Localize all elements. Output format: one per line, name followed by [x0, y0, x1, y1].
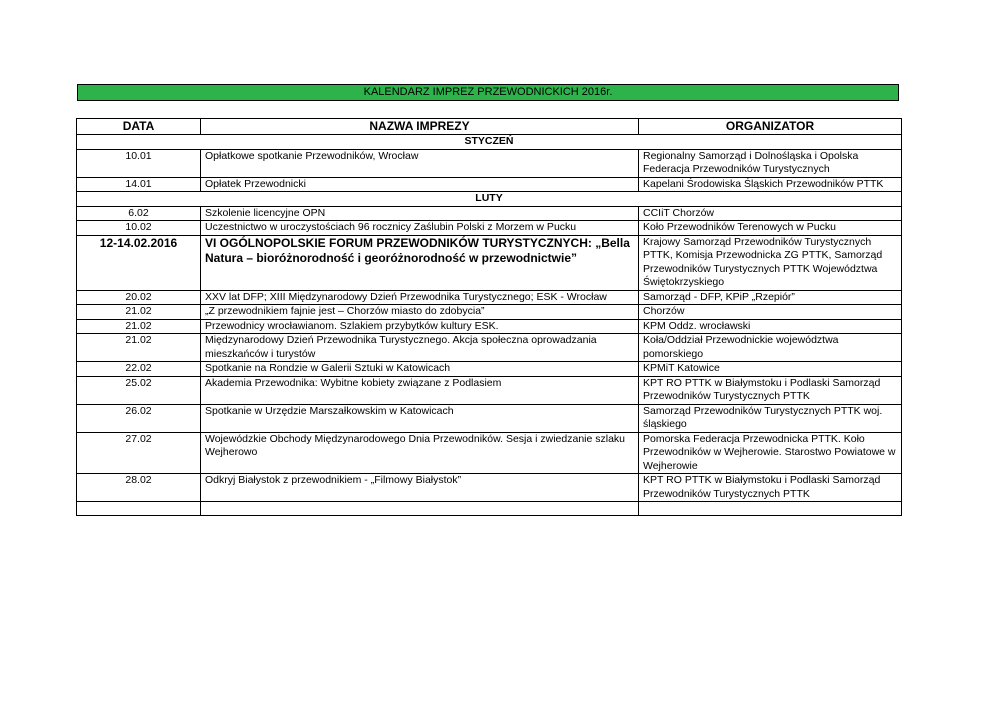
event-name: Przewodnicy wrocławianom. Szlakiem przybytków kultury ESK. — [201, 319, 639, 334]
event-date: 21.02 — [77, 319, 201, 334]
event-organizer: Kapelani Środowiska Śląskich Przewodników PTTK — [639, 177, 902, 192]
header-name: NAZWA IMPREZY — [201, 119, 639, 135]
month-label: LUTY — [77, 192, 902, 207]
table-row — [77, 290, 902, 305]
event-name: Opłatek Przewodnicki — [201, 177, 639, 192]
event-organizer: KPMiT Katowice — [639, 362, 902, 377]
event-date: 21.02 — [77, 305, 201, 320]
event-date: 27.02 — [77, 432, 201, 474]
event-organizer: CCIiT Chorzów — [639, 206, 902, 221]
event-organizer: Samorząd Przewodników Turystycznych PTTK woj. śląskiego — [639, 404, 902, 432]
empty-cell — [201, 502, 639, 516]
table-row — [77, 376, 902, 404]
event-date: 25.02 — [77, 376, 201, 404]
event-organizer: Pomorska Federacja Przewodnicka PTTK. Koło Przewodników w Wejherowie. Starostwo Powiatowe w Wejherowie — [639, 432, 902, 474]
event-name: Spotkanie na Rondzie w Galerii Sztuki w Katowicach — [201, 362, 639, 377]
event-date: 20.02 — [77, 290, 201, 305]
event-organizer: Koła/Oddział Przewodnickie województwa pomorskiego — [639, 334, 902, 362]
event-name: VI OGÓLNOPOLSKIE FORUM PRZEWODNIKÓW TURYSTYCZNYCH: „Bella Natura – bioróżnorodność i georóżnorodność w przewodnictwie” — [201, 235, 639, 290]
table-row — [77, 432, 902, 474]
header-row — [77, 119, 902, 135]
table-row — [77, 177, 902, 192]
event-organizer: KPM Oddz. wrocławski — [639, 319, 902, 334]
event-organizer: Krajowy Samorząd Przewodników Turystycznych PTTK, Komisja Przewodnicka ZG PTTK, Samorząd Przewodników Turystycznych PTTK Województwa Świętokrzyskiego — [639, 235, 902, 290]
event-date: 10.02 — [77, 221, 201, 236]
event-name: Akademia Przewodnika: Wybitne kobiety związane z Podlasiem — [201, 376, 639, 404]
event-organizer: Regionalny Samorząd i Dolnośląska i Opolska Federacja Przewodników Turystycznych — [639, 149, 902, 177]
table-row — [77, 474, 902, 502]
event-date: 28.02 — [77, 474, 201, 502]
event-name: „Z przewodnikiem fajnie jest – Chorzów miasto do zdobycia” — [201, 305, 639, 320]
calendar-title: KALENDARZ IMPREZ PRZEWODNICKICH 2016r. — [77, 84, 899, 101]
event-organizer: Chorzów — [639, 305, 902, 320]
table-row — [77, 305, 902, 320]
event-date: 21.02 — [77, 334, 201, 362]
table-row — [77, 235, 902, 290]
event-name: Szkolenie licencyjne OPN — [201, 206, 639, 221]
table-row — [77, 362, 902, 377]
event-organizer: KPT RO PTTK w Białymstoku i Podlaski Samorząd Przewodników Turystycznych PTTK — [639, 376, 902, 404]
event-name: Wojewódzkie Obchody Międzynarodowego Dnia Przewodników. Sesja i zwiedzanie szlaku Wejherowo — [201, 432, 639, 474]
header-date: DATA — [77, 119, 201, 135]
empty-cell — [77, 502, 201, 516]
event-date: 26.02 — [77, 404, 201, 432]
table-row — [77, 221, 902, 236]
event-name: Odkryj Białystok z przewodnikiem - „Filmowy Białystok” — [201, 474, 639, 502]
event-name: Spotkanie w Urzędzie Marszałkowskim w Katowicach — [201, 404, 639, 432]
table-row — [77, 149, 902, 177]
table-row — [77, 206, 902, 221]
table-row — [77, 319, 902, 334]
table-row — [77, 404, 902, 432]
month-row — [77, 135, 902, 150]
month-row — [77, 192, 902, 207]
month-label: STYCZEŃ — [77, 135, 902, 150]
header-organizer: ORGANIZATOR — [639, 119, 902, 135]
event-date: 14.01 — [77, 177, 201, 192]
event-date: 6.02 — [77, 206, 201, 221]
table-row — [77, 334, 902, 362]
event-date: 22.02 — [77, 362, 201, 377]
event-name: Opłatkowe spotkanie Przewodników, Wrocław — [201, 149, 639, 177]
event-organizer: Samorząd - DFP, KPiP „Rzepiór” — [639, 290, 902, 305]
events-table — [76, 118, 902, 516]
event-name: XXV lat DFP; XIII Międzynarodowy Dzień Przewodnika Turystycznego; ESK - Wrocław — [201, 290, 639, 305]
empty-row — [77, 502, 902, 516]
event-date: 10.01 — [77, 149, 201, 177]
event-name: Międzynarodowy Dzień Przewodnika Turystycznego. Akcja społeczna oprowadzania mieszkańców i turystów — [201, 334, 639, 362]
event-organizer: KPT RO PTTK w Białymstoku i Podlaski Samorząd Przewodników Turystycznych PTTK — [639, 474, 902, 502]
event-date: 12-14.02.2016 — [77, 235, 201, 290]
empty-cell — [639, 502, 902, 516]
event-organizer: Koło Przewodników Terenowych w Pucku — [639, 221, 902, 236]
event-name: Uczestnictwo w uroczystościach 96 rocznicy Zaślubin Polski z Morzem w Pucku — [201, 221, 639, 236]
